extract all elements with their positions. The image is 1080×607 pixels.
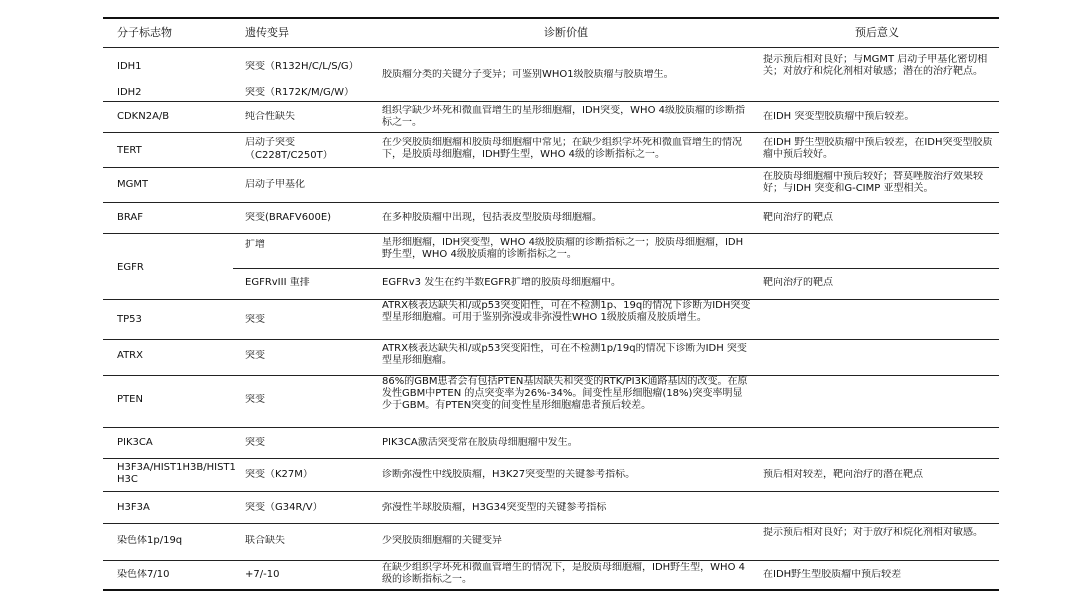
marker-mgmt: MGMT <box>117 179 149 190</box>
top-border <box>103 17 999 19</box>
row-divider <box>103 202 999 203</box>
variant-h3f3a-g34: 突变（G34R/V） <box>245 502 323 513</box>
prognostic-mgmt: 在胶质母细胞瘤中预后较好；替莫唑胺治疗效果较好；与IDH 突变和G-CIMP 亚型相关。 <box>763 171 983 194</box>
variant-tp53: 突变 <box>245 314 265 325</box>
prognostic-chr7-10: 在IDH野生型胶质瘤中预后较差 <box>763 569 902 580</box>
diagnostic-tp53: ATRX核表达缺失和/或p53突变阳性，可在不检测1p、19q的情况下诊断为IDH突变型星形细胞瘤。可用于鉴别弥漫或非弥漫性WHO 1级胶质瘤及胶质增生。 <box>382 300 751 323</box>
diagnostic-atrx: ATRX核表达缺失和/或p53突变阳性，可在不检测1p/19q的情况下诊断为IDH 突变型星形细胞瘤。 <box>382 343 747 366</box>
marker-cdkn2ab: CDKN2A/B <box>117 111 170 122</box>
diagnostic-chr7-10: 在缺少组织学坏死和微血管增生的情况下，是胶质母细胞瘤，IDH野生型，WHO 4级的诊断指标之一。 <box>382 562 745 585</box>
variant-mgmt: 启动子甲基化 <box>245 179 305 190</box>
marker-1p19q: 染色体1p/19q <box>117 535 183 546</box>
prognostic-braf: 靶向治疗的靶点 <box>763 212 833 223</box>
diagnostic-pik3ca: PIK3CA激活突变常在胶质母细胞瘤中发生。 <box>382 437 578 448</box>
row-divider <box>103 132 999 133</box>
diagnostic-egfrviii: EGFRv3 发生在约半数EGFR扩增的胶质母细胞瘤中。 <box>382 277 621 288</box>
marker-tert: TERT <box>117 145 142 156</box>
egfr-subrow-divider <box>233 268 999 269</box>
row-divider <box>103 491 999 492</box>
variant-egfr-amp: 扩增 <box>245 239 265 250</box>
variant-pten: 突变 <box>245 394 265 405</box>
variant-h3-k27m: 突变（K27M） <box>245 469 313 480</box>
row-divider <box>103 167 999 168</box>
variant-chr7-10: +7/-10 <box>245 569 280 580</box>
marker-braf: BRAF <box>117 212 143 223</box>
row-divider <box>103 523 999 524</box>
marker-tp53: TP53 <box>117 314 142 325</box>
marker-pten: PTEN <box>117 394 143 405</box>
biomarker-table <box>103 17 999 591</box>
row-divider <box>103 339 999 340</box>
prognostic-h3-k27m: 预后相对较差，靶向治疗的潜在靶点 <box>763 469 923 480</box>
marker-h3f3a-g34: H3F3A <box>117 502 150 513</box>
diagnostic-idh: 胶质瘤分类的关键分子变异；可鉴别WHO1级胶质瘤与胶质增生。 <box>382 69 674 80</box>
variant-atrx: 突变 <box>245 350 265 361</box>
row-divider <box>103 233 999 234</box>
prognostic-1p19q: 提示预后相对良好；对于放疗和烷化剂相对敏感。 <box>763 527 983 538</box>
marker-pik3ca: PIK3CA <box>117 437 153 448</box>
diagnostic-braf: 在多种胶质瘤中出现，包括表皮型胶质母细胞瘤。 <box>382 212 602 223</box>
variant-pik3ca: 突变 <box>245 437 265 448</box>
header-marker: 分子标志物 <box>117 26 172 39</box>
diagnostic-h3-k27m: 诊断弥漫性中线胶质瘤，H3K27突变型的关键参考指标。 <box>382 469 636 480</box>
prognostic-cdkn2ab: 在IDH 突变型胶质瘤中预后较差。 <box>763 111 915 122</box>
bottom-border <box>103 589 999 591</box>
diagnostic-1p19q: 少突胶质细胞瘤的关键变异 <box>382 535 502 546</box>
header-diagnostic: 诊断价值 <box>544 26 588 39</box>
variant-braf: 突变(BRAFV600E) <box>245 212 332 223</box>
row-divider <box>103 458 999 459</box>
variant-tert: 启动子突变 <box>245 137 295 148</box>
variant-tert-detail: （C228T/C250T） <box>245 150 333 161</box>
variant-cdkn2ab: 纯合性缺失 <box>245 111 295 122</box>
diagnostic-cdkn2ab: 组织学缺少坏死和微血管增生的星形细胞瘤，IDH突变，WHO 4级胶质瘤的诊断指标之一。 <box>382 105 745 128</box>
diagnostic-egfr-amp: 星形细胞瘤，IDH突变型，WHO 4级胶质瘤的诊断指标之一；胶质母细胞瘤，IDH野生型，WHO 4级胶质瘤的诊断指标之一。 <box>382 237 744 260</box>
diagnostic-tert: 在少突胶质细胞瘤和胶质母细胞瘤中常见；在缺少组织学坏死和微血管增生的情况下，是胶质母细胞瘤，IDH野生型，WHO 4级的诊断指标之一。 <box>382 137 742 160</box>
header-variant: 遗传变异 <box>245 26 289 39</box>
variant-idh1: 突变（R132H/C/L/S/G） <box>245 61 359 72</box>
header-prognostic: 预后意义 <box>855 26 899 39</box>
marker-idh2: IDH2 <box>117 87 142 98</box>
prognostic-egfrviii: 靶向治疗的靶点 <box>763 277 833 288</box>
prognostic-idh: 提示预后相对良好；与MGMT 启动子甲基化密切相关；对放疗和烷化剂相对敏感；潜在的治疗靶点。 <box>763 54 988 77</box>
variant-1p19q: 联合缺失 <box>245 535 285 546</box>
variant-egfrviii: EGFRvIII 重排 <box>245 277 310 288</box>
marker-egfr: EGFR <box>117 262 144 273</box>
marker-atrx: ATRX <box>117 350 143 361</box>
marker-h3f3a-k27m: H3F3A/HIST1H3B/HIST1H3C <box>117 462 236 485</box>
prognostic-tert: 在IDH 野生型胶质瘤中预后较差，在IDH突变型胶质瘤中预后较好。 <box>763 137 993 160</box>
variant-idh2: 突变（R172K/M/G/W） <box>245 87 354 98</box>
diagnostic-h3f3a-g34: 弥漫性半球胶质瘤，H3G34突变型的关键参考指标 <box>382 502 607 513</box>
row-divider <box>103 560 999 561</box>
diagnostic-pten: 86%的GBM患者会有包括PTEN基因缺失和突变的RTK/PI3K通路基因的改变。在原发性GBM中PTEN 的点突变率为26%-34%。间变性星形细胞瘤(18%)突变率明显少于GBM。有PTEN突变的间变性星形细胞瘤患者预后较差。 <box>382 376 748 411</box>
marker-idh1: IDH1 <box>117 61 142 72</box>
row-divider <box>103 427 999 428</box>
header-divider <box>103 47 999 48</box>
row-divider <box>103 101 999 102</box>
marker-chr7-10: 染色体7/10 <box>117 569 170 580</box>
